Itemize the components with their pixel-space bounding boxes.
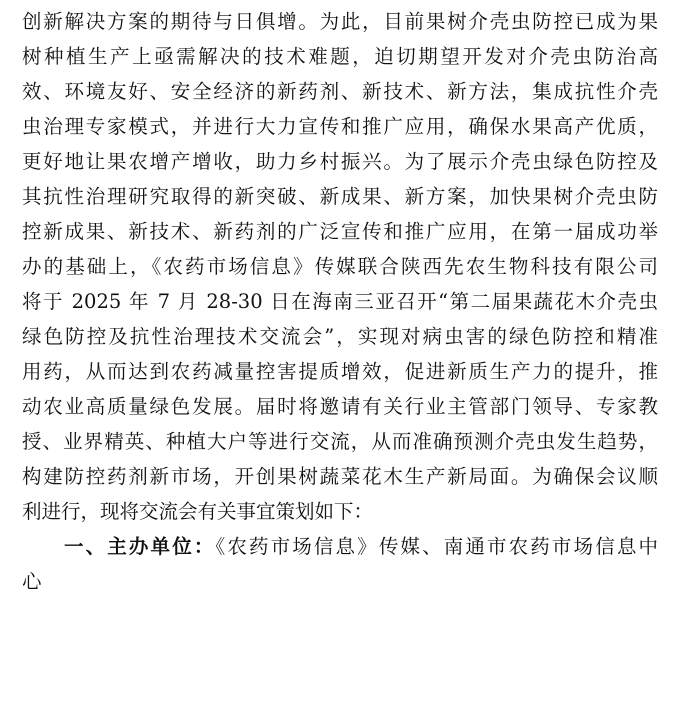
body-line: 树种植生产上亟需解决的技术难题，迫切期望开发对介壳虫防治高	[22, 45, 658, 68]
body-line: 办的基础上，《农药市场信息》传媒联合陕西先农生物科技有限公司	[22, 255, 658, 278]
section-one-text: 《农药市场信息》传媒、南通市农药市场信息中	[215, 535, 658, 558]
body-line: 绿色防控及抗性治理技术交流会”，实现对病虫害的绿色防控和精准	[22, 325, 658, 348]
body-line: 控新成果、新技术、新药剂的广泛宣传和推广应用，在第一届成功举	[22, 220, 658, 243]
body-line: 虫治理专家模式，并进行大力宣传和推广应用，确保水果高产优质，	[22, 115, 658, 138]
document-body	[22, 4, 658, 599]
section-one-line	[22, 529, 658, 564]
body-line: 其抗性治理研究取得的新突破、新成果、新方案，加快果树介壳虫防	[22, 185, 658, 208]
body-line: 动农业高质量绿色发展。届时将邀请有关行业主管部门领导、专家教	[22, 395, 658, 418]
body-line: 创新解决方案的期待与日俱增。为此，目前果树介壳虫防控已成为果	[22, 10, 658, 33]
body-line: 利进行，现将交流会有关事宜策划如下：	[22, 500, 374, 523]
body-line: 将于 2025 年 7 月 28-30 日在海南三亚召开“第二届果蔬花木介壳虫	[22, 290, 658, 313]
section-one-continuation: 心	[22, 570, 42, 593]
section-one-heading: 一、主办单位：	[64, 535, 216, 558]
body-line: 构建防控药剂新市场，开创果树蔬菜花木生产新局面。为确保会议顺	[22, 465, 658, 488]
body-line: 用药，从而达到农药减量控害提质增效，促进新质生产力的提升，推	[22, 360, 658, 383]
body-line: 更好地让果农增产增收，助力乡村振兴。为了展示介壳虫绿色防控及	[22, 150, 658, 173]
body-line: 效、环境友好、安全经济的新药剂、新技术、新方法，集成抗性介壳	[22, 80, 658, 103]
body-line: 授、业界精英、种植大户等进行交流，从而准确预测介壳虫发生趋势，	[22, 430, 658, 453]
